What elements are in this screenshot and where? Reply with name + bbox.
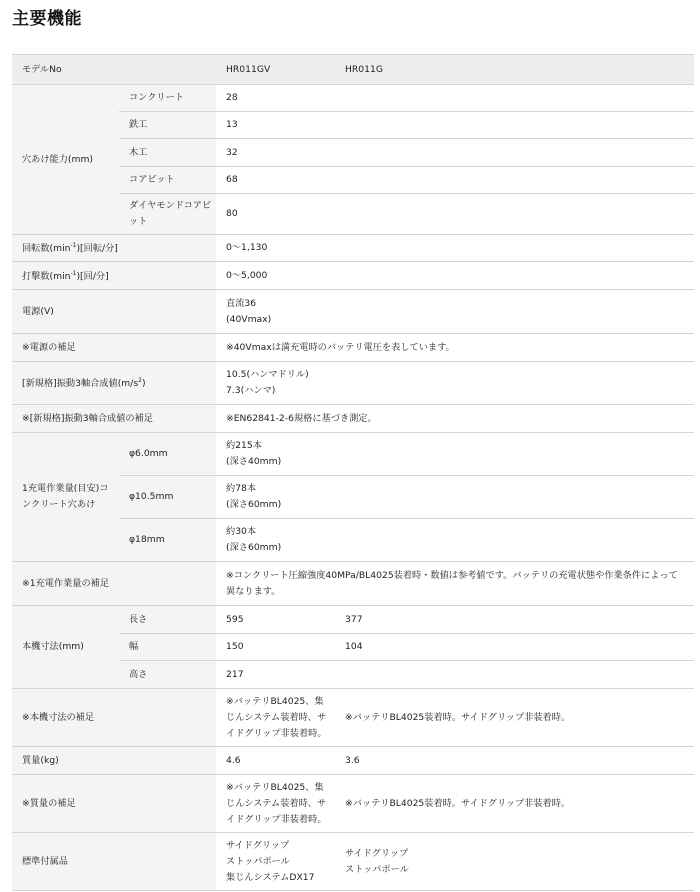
rpm-row (12, 235, 694, 262)
accessory-item: サイドグリップ (345, 847, 409, 859)
work-value: 約78本 (深さ60mm) (216, 476, 694, 519)
accessories-row (12, 833, 694, 891)
drilling-label: 穴あけ能力(mm) (12, 85, 119, 235)
dimensions-note-row (12, 689, 694, 747)
drilling-value: 13 (216, 112, 694, 139)
mass-value-1: 4.6 (216, 747, 335, 775)
drilling-sub-label: ダイヤモンドコアビット (119, 194, 216, 235)
work-row (12, 433, 694, 476)
drilling-value: 28 (216, 85, 694, 112)
power-value: 直流36 (40Vmax) (216, 290, 694, 334)
power-note-label: ※電源の補足 (12, 334, 216, 362)
drilling-sub-label: コンクリート (119, 85, 216, 112)
accessories-value-2 (335, 833, 694, 891)
blows-label: 打撃数$(\min^{-1})$[回/分] (12, 262, 216, 290)
work-value: 約30本 (深さ60mm) (216, 519, 694, 562)
dimensions-label: 本機寸法(mm) (12, 606, 119, 689)
work-sub-label: φ18mm (119, 519, 216, 562)
drilling-value: 32 (216, 139, 694, 167)
mass-note-row (12, 775, 694, 833)
drilling-sub-label: 木工 (119, 139, 216, 167)
model-label: モデルNo (12, 55, 216, 85)
work-value: 約215本 (深さ40mm) (216, 433, 694, 476)
power-row (12, 290, 694, 334)
vibration-note-label: ※[新規格]振動3軸合成値の補足 (12, 405, 216, 433)
rpm-value: 0〜1,130 (216, 235, 694, 262)
drilling-value: 68 (216, 167, 694, 194)
work-note-row (12, 562, 694, 606)
dimensions-sub-label: 幅 (119, 634, 216, 661)
dimensions-sub-label: 高さ (119, 661, 216, 689)
dimensions-value-1: 150 (216, 634, 335, 661)
dimensions-value-2: 104 (335, 634, 694, 661)
page-title: 主要機能 (12, 9, 82, 29)
dimensions-value-2 (335, 661, 694, 689)
drilling-sub-label: コアビット (119, 167, 216, 194)
power-note-row (12, 334, 694, 362)
power-label: 電源(V) (12, 290, 216, 334)
accessories-value-1 (216, 833, 335, 891)
vibration-row (12, 362, 694, 405)
accessory-item: サイドグリップ (226, 839, 290, 851)
power-note-value: ※40Vmaxは満充電時のバッテリ電圧を表しています。 (216, 334, 694, 362)
accessory-item: 集じんシステムDX17 (226, 871, 315, 883)
accessory-item: ストッパポール (345, 863, 409, 875)
mass-row (12, 747, 694, 775)
drilling-sub-label: 鉄工 (119, 112, 216, 139)
vibration-value: 10.5(ハンマドリル) 7.3(ハンマ) (216, 362, 694, 405)
work-note-value: ※コンクリート圧縮強度40MPa/BL4025装着時・数値は参考値です。バッテリの充電状態や作業条件によって異なります。 (216, 562, 694, 606)
accessories-label: 標準付属品 (12, 833, 216, 891)
dimensions-value-1: 595 (216, 606, 335, 634)
mass-value-2: 3.6 (335, 747, 694, 775)
work-label: 1充電作業量(目安)コンクリート穴あけ (12, 433, 119, 562)
dimensions-note-label: ※本機寸法の補足 (12, 689, 216, 747)
mass-note-label: ※質量の補足 (12, 775, 216, 833)
mass-label: 質量(kg) (12, 747, 216, 775)
dimensions-row (12, 606, 694, 634)
work-note-label: ※1充電作業量の補足 (12, 562, 216, 606)
dimensions-value-1: 217 (216, 661, 335, 689)
dimensions-note-value-2: ※バッテリBL4025装着時。サイドグリップ非装着時。 (335, 689, 694, 747)
model-hr011g: HR011G (335, 55, 694, 85)
dimensions-value-2: 377 (335, 606, 694, 634)
drilling-row (12, 85, 694, 112)
model-hr011gv: HR011GV (216, 55, 335, 85)
vibration-label: [新規格]振動3軸合成値$(m/s^2)$ (12, 362, 216, 405)
mass-note-value-2: ※バッテリBL4025装着時。サイドグリップ非装着時。 (335, 775, 694, 833)
dimensions-note-value-1: ※バッテリBL4025、集じんシステム装着時、サイドグリップ非装着時。 (216, 689, 335, 747)
spec-table (12, 54, 694, 891)
blows-row (12, 262, 694, 290)
dimensions-sub-label: 長さ (119, 606, 216, 634)
vibration-note-row (12, 405, 694, 433)
model-header-row (12, 55, 694, 85)
drilling-value: 80 (216, 194, 694, 235)
mass-note-value-1: ※バッテリBL4025、集じんシステム装着時、サイドグリップ非装着時。 (216, 775, 335, 833)
rpm-label: 回転数$(\min^{-1})$[回転/分] (12, 235, 216, 262)
blows-value: 0〜5,000 (216, 262, 694, 290)
work-sub-label: φ6.0mm (119, 433, 216, 476)
work-sub-label: φ10.5mm (119, 476, 216, 519)
accessory-item: ストッパポール (226, 855, 290, 867)
vibration-note-value: ※EN62841-2-6規格に基づき測定。 (216, 405, 694, 433)
